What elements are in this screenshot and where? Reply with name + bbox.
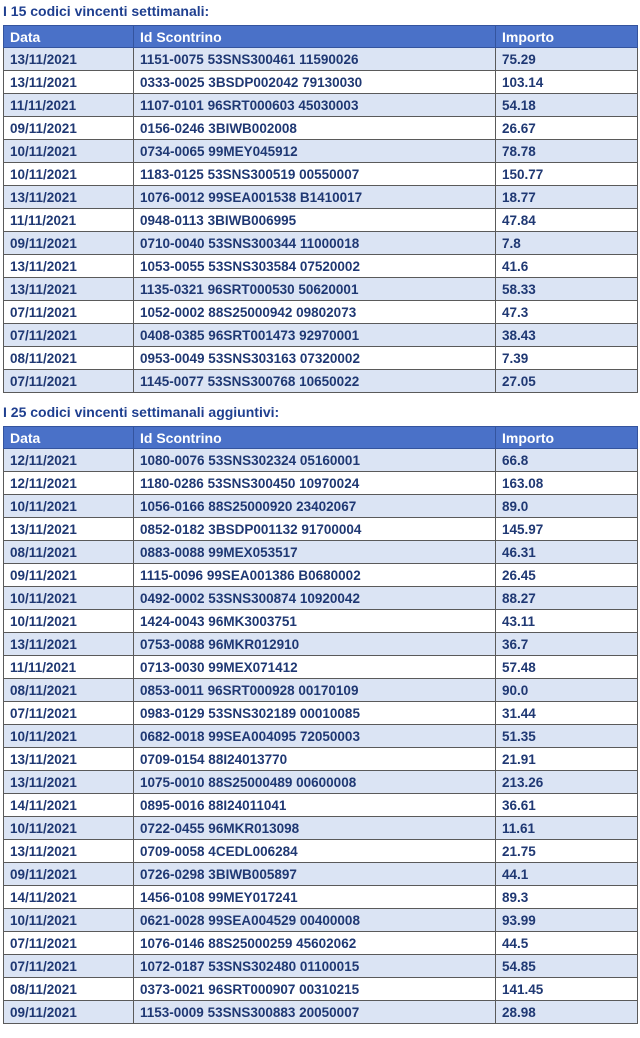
receipt-id-cell: 1107-0101 96SRT000603 45030003 xyxy=(134,94,496,117)
receipt-id-cell: 1180-0286 53SNS300450 10970024 xyxy=(134,472,496,495)
table-row xyxy=(4,71,638,94)
amount-cell: 47.3 xyxy=(496,301,638,324)
date-cell: 10/11/2021 xyxy=(4,725,134,748)
receipt-id-cell: 0853-0011 96SRT000928 00170109 xyxy=(134,679,496,702)
amount-cell: 88.27 xyxy=(496,587,638,610)
receipt-id-cell: 1072-0187 53SNS302480 01100015 xyxy=(134,955,496,978)
amount-cell: 54.18 xyxy=(496,94,638,117)
table-row xyxy=(4,255,638,278)
section-title-additional-codes: I 25 codici vincenti settimanali aggiuntivi: xyxy=(3,404,280,420)
receipt-id-cell: 0983-0129 53SNS302189 00010085 xyxy=(134,702,496,725)
date-cell: 10/11/2021 xyxy=(4,610,134,633)
receipt-id-cell: 0726-0298 3BIWB005897 xyxy=(134,863,496,886)
amount-cell: 31.44 xyxy=(496,702,638,725)
receipt-id-cell: 0895-0016 88I24011041 xyxy=(134,794,496,817)
table-row xyxy=(4,278,638,301)
date-cell: 12/11/2021 xyxy=(4,472,134,495)
receipt-id-cell: 1076-0012 99SEA001538 B1410017 xyxy=(134,186,496,209)
table-row xyxy=(4,725,638,748)
date-cell: 13/11/2021 xyxy=(4,633,134,656)
amount-cell: 26.45 xyxy=(496,564,638,587)
date-cell: 10/11/2021 xyxy=(4,817,134,840)
receipt-id-cell: 0333-0025 3BSDP002042 79130030 xyxy=(134,71,496,94)
date-cell: 10/11/2021 xyxy=(4,587,134,610)
table-row xyxy=(4,1001,638,1024)
amount-cell: 38.43 xyxy=(496,324,638,347)
date-cell: 11/11/2021 xyxy=(4,209,134,232)
amount-cell: 43.11 xyxy=(496,610,638,633)
amount-cell: 78.78 xyxy=(496,140,638,163)
amount-cell: 163.08 xyxy=(496,472,638,495)
table-row xyxy=(4,163,638,186)
date-cell: 10/11/2021 xyxy=(4,495,134,518)
amount-cell: 21.75 xyxy=(496,840,638,863)
receipt-id-cell: 0883-0088 99MEX053517 xyxy=(134,541,496,564)
receipt-id-cell: 1153-0009 53SNS300883 20050007 xyxy=(134,1001,496,1024)
date-cell: 08/11/2021 xyxy=(4,978,134,1001)
table-row xyxy=(4,702,638,725)
receipt-id-cell: 0408-0385 96SRT001473 92970001 xyxy=(134,324,496,347)
receipt-id-cell: 0753-0088 96MKR012910 xyxy=(134,633,496,656)
table-row xyxy=(4,840,638,863)
amount-cell: 41.6 xyxy=(496,255,638,278)
amount-cell: 213.26 xyxy=(496,771,638,794)
table-row xyxy=(4,633,638,656)
amount-cell: 58.33 xyxy=(496,278,638,301)
table-row xyxy=(4,209,638,232)
amount-cell: 57.48 xyxy=(496,656,638,679)
date-cell: 13/11/2021 xyxy=(4,748,134,771)
amount-cell: 7.8 xyxy=(496,232,638,255)
table-row xyxy=(4,656,638,679)
date-cell: 13/11/2021 xyxy=(4,278,134,301)
date-cell: 12/11/2021 xyxy=(4,449,134,472)
column-header-receipt-id: Id Scontrino xyxy=(134,26,496,48)
date-cell: 13/11/2021 xyxy=(4,840,134,863)
date-cell: 07/11/2021 xyxy=(4,301,134,324)
table-row xyxy=(4,324,638,347)
receipt-id-cell: 0709-0058 4CEDL006284 xyxy=(134,840,496,863)
section-title-weekly-codes: I 15 codici vincenti settimanali: xyxy=(3,3,210,19)
amount-cell: 66.8 xyxy=(496,449,638,472)
table-row xyxy=(4,140,638,163)
table-row xyxy=(4,771,638,794)
receipt-id-cell: 1145-0077 53SNS300768 10650022 xyxy=(134,370,496,393)
receipt-id-cell: 0734-0065 99MEY045912 xyxy=(134,140,496,163)
receipt-id-cell: 0948-0113 3BIWB006995 xyxy=(134,209,496,232)
table-row xyxy=(4,347,638,370)
date-cell: 07/11/2021 xyxy=(4,955,134,978)
receipt-id-cell: 1075-0010 88S25000489 00600008 xyxy=(134,771,496,794)
date-cell: 09/11/2021 xyxy=(4,232,134,255)
date-cell: 13/11/2021 xyxy=(4,518,134,541)
receipt-id-cell: 1115-0096 99SEA001386 B0680002 xyxy=(134,564,496,587)
receipt-id-cell: 0373-0021 96SRT000907 00310215 xyxy=(134,978,496,1001)
column-header-date: Data xyxy=(4,427,134,449)
receipt-id-cell: 1080-0076 53SNS302324 05160001 xyxy=(134,449,496,472)
date-cell: 07/11/2021 xyxy=(4,324,134,347)
table-row xyxy=(4,518,638,541)
receipt-id-cell: 1183-0125 53SNS300519 00550007 xyxy=(134,163,496,186)
column-header-receipt-id: Id Scontrino xyxy=(134,427,496,449)
table-row xyxy=(4,495,638,518)
additional-codes-table xyxy=(3,426,638,1024)
date-cell: 14/11/2021 xyxy=(4,886,134,909)
amount-cell: 150.77 xyxy=(496,163,638,186)
date-cell: 10/11/2021 xyxy=(4,140,134,163)
date-cell: 13/11/2021 xyxy=(4,186,134,209)
amount-cell: 36.61 xyxy=(496,794,638,817)
amount-cell: 93.99 xyxy=(496,909,638,932)
column-header-amount: Importo xyxy=(496,26,638,48)
table-row xyxy=(4,679,638,702)
date-cell: 11/11/2021 xyxy=(4,94,134,117)
table-row xyxy=(4,48,638,71)
table-header-row xyxy=(4,26,638,48)
receipt-id-cell: 0713-0030 99MEX071412 xyxy=(134,656,496,679)
amount-cell: 36.7 xyxy=(496,633,638,656)
table-row xyxy=(4,94,638,117)
amount-cell: 51.35 xyxy=(496,725,638,748)
date-cell: 09/11/2021 xyxy=(4,564,134,587)
column-header-date: Data xyxy=(4,26,134,48)
receipt-id-cell: 1053-0055 53SNS303584 07520002 xyxy=(134,255,496,278)
amount-cell: 21.91 xyxy=(496,748,638,771)
date-cell: 07/11/2021 xyxy=(4,932,134,955)
receipt-id-cell: 0492-0002 53SNS300874 10920042 xyxy=(134,587,496,610)
amount-cell: 27.05 xyxy=(496,370,638,393)
date-cell: 11/11/2021 xyxy=(4,656,134,679)
receipt-id-cell: 1052-0002 88S25000942 09802073 xyxy=(134,301,496,324)
table-row xyxy=(4,794,638,817)
receipt-id-cell: 0722-0455 96MKR013098 xyxy=(134,817,496,840)
amount-cell: 46.31 xyxy=(496,541,638,564)
date-cell: 13/11/2021 xyxy=(4,771,134,794)
receipt-id-cell: 0953-0049 53SNS303163 07320002 xyxy=(134,347,496,370)
table-row xyxy=(4,472,638,495)
receipt-id-cell: 1135-0321 96SRT000530 50620001 xyxy=(134,278,496,301)
amount-cell: 89.3 xyxy=(496,886,638,909)
receipt-id-cell: 1151-0075 53SNS300461 11590026 xyxy=(134,48,496,71)
receipt-id-cell: 0709-0154 88I24013770 xyxy=(134,748,496,771)
table-row xyxy=(4,932,638,955)
receipt-id-cell: 1056-0166 88S25000920 23402067 xyxy=(134,495,496,518)
amount-cell: 44.1 xyxy=(496,863,638,886)
table-row xyxy=(4,186,638,209)
table-row xyxy=(4,886,638,909)
receipt-id-cell: 0710-0040 53SNS300344 11000018 xyxy=(134,232,496,255)
table-row xyxy=(4,564,638,587)
date-cell: 13/11/2021 xyxy=(4,71,134,94)
date-cell: 13/11/2021 xyxy=(4,48,134,71)
date-cell: 07/11/2021 xyxy=(4,370,134,393)
table-body xyxy=(4,449,638,1024)
table-row xyxy=(4,541,638,564)
receipt-id-cell: 0621-0028 99SEA004529 00400008 xyxy=(134,909,496,932)
date-cell: 09/11/2021 xyxy=(4,863,134,886)
table-row xyxy=(4,587,638,610)
table-row xyxy=(4,909,638,932)
table-row xyxy=(4,863,638,886)
amount-cell: 26.67 xyxy=(496,117,638,140)
table-row xyxy=(4,748,638,771)
amount-cell: 90.0 xyxy=(496,679,638,702)
amount-cell: 145.97 xyxy=(496,518,638,541)
amount-cell: 47.84 xyxy=(496,209,638,232)
table-header-row xyxy=(4,427,638,449)
receipt-id-cell: 1456-0108 99MEY017241 xyxy=(134,886,496,909)
amount-cell: 11.61 xyxy=(496,817,638,840)
amount-cell: 44.5 xyxy=(496,932,638,955)
date-cell: 10/11/2021 xyxy=(4,163,134,186)
date-cell: 07/11/2021 xyxy=(4,702,134,725)
date-cell: 08/11/2021 xyxy=(4,679,134,702)
weekly-codes-table xyxy=(3,25,638,393)
receipt-id-cell: 0156-0246 3BIWB002008 xyxy=(134,117,496,140)
table-row xyxy=(4,370,638,393)
table-row xyxy=(4,449,638,472)
amount-cell: 141.45 xyxy=(496,978,638,1001)
date-cell: 13/11/2021 xyxy=(4,255,134,278)
table-row xyxy=(4,610,638,633)
amount-cell: 54.85 xyxy=(496,955,638,978)
table-row xyxy=(4,817,638,840)
date-cell: 14/11/2021 xyxy=(4,794,134,817)
amount-cell: 18.77 xyxy=(496,186,638,209)
table-row xyxy=(4,955,638,978)
amount-cell: 75.29 xyxy=(496,48,638,71)
table-row xyxy=(4,117,638,140)
table-row xyxy=(4,301,638,324)
table-row xyxy=(4,232,638,255)
date-cell: 08/11/2021 xyxy=(4,541,134,564)
table-body xyxy=(4,48,638,393)
amount-cell: 7.39 xyxy=(496,347,638,370)
receipt-id-cell: 1076-0146 88S25000259 45602062 xyxy=(134,932,496,955)
date-cell: 09/11/2021 xyxy=(4,117,134,140)
amount-cell: 28.98 xyxy=(496,1001,638,1024)
receipt-id-cell: 1424-0043 96MK3003751 xyxy=(134,610,496,633)
date-cell: 10/11/2021 xyxy=(4,909,134,932)
date-cell: 09/11/2021 xyxy=(4,1001,134,1024)
receipt-id-cell: 0852-0182 3BSDP001132 91700004 xyxy=(134,518,496,541)
receipt-id-cell: 0682-0018 99SEA004095 72050003 xyxy=(134,725,496,748)
amount-cell: 103.14 xyxy=(496,71,638,94)
column-header-amount: Importo xyxy=(496,427,638,449)
date-cell: 08/11/2021 xyxy=(4,347,134,370)
amount-cell: 89.0 xyxy=(496,495,638,518)
table-row xyxy=(4,978,638,1001)
